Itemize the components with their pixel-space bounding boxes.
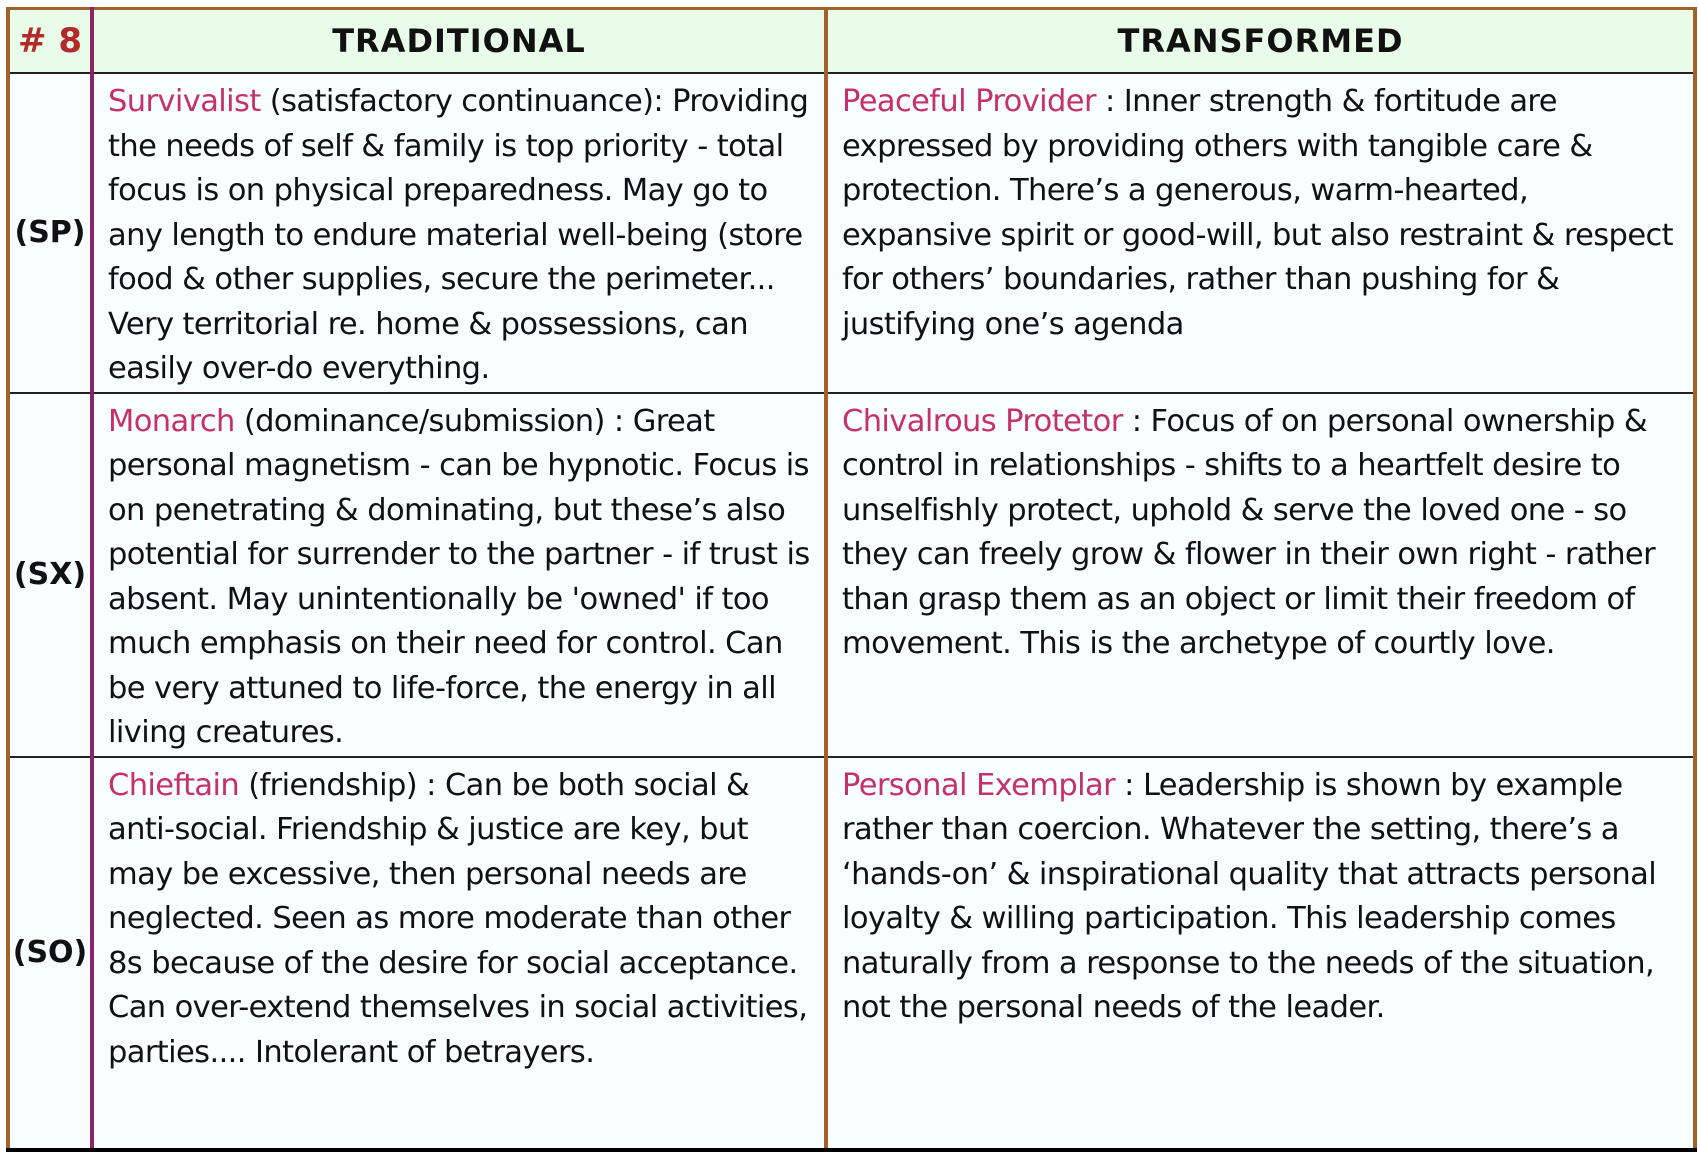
subtype-term: Chieftain: [108, 767, 240, 803]
subtype-term: Monarch: [108, 403, 235, 439]
description-text: : Inner strength & fortitude are expressed by providing others with tangible care & protection. There’s a generous, warm-hearted, expansive spirit or good-will, but also restraint & respect for others’ boundaries, rather than pushing for & justifying one’s agenda: [842, 84, 1674, 342]
table-row-sp: [8, 73, 1695, 393]
transformed-cell: [826, 73, 1695, 393]
type-number-cell: [8, 9, 92, 74]
transformed-cell: [826, 393, 1695, 757]
traditional-cell: [92, 393, 826, 757]
header-row: [8, 9, 1695, 74]
enneagram-type-8-table: [6, 7, 1697, 1152]
description-text: : Focus of on personal ownership & control in relationships - shifts to a heartfelt desire to unselfishly protect, uphold & serve the loved one - so they can freely grow & flower in their own right - rather than grasp them as an object or limit their freedom of movement. This is the archetype of courtly love.: [842, 403, 1656, 661]
traditional-description: [94, 758, 824, 1076]
row-label-so: (SO): [12, 935, 88, 971]
traditional-description: [94, 394, 824, 756]
subtype-term: Peaceful Provider: [842, 84, 1096, 119]
table-row-so: [8, 757, 1695, 1151]
traditional-header: TRADITIONAL: [332, 22, 586, 60]
row-label-cell: [8, 757, 92, 1151]
transformed-cell: [826, 757, 1695, 1151]
description-text: (friendship) : Can be both social & anti-social. Friendship & justice are key, but may be excessive, then personal needs are neglected. Seen as more moderate than other 8s because of the desire for social acceptance. Can over-extend themselves in social activities, parties.... Intolerant of betrayers.: [108, 767, 808, 1070]
transformed-description: [828, 758, 1693, 1031]
description-text: (dominance/submission) : Great personal magnetism - can be hypnotic. Focus is on penetrating & dominating, but these’s also potential for surrender to the partner - if trust is absent. May unintentionally be 'owned' if too much emphasis on their need for control. Can be very attuned to life-force, the energy in all living creatures.: [108, 403, 810, 750]
subtype-term: Chivalrous Protetor: [842, 403, 1123, 439]
subtype-term: Survivalist: [108, 84, 261, 119]
traditional-description: [94, 74, 824, 392]
transformed-header-cell: [826, 9, 1695, 74]
traditional-cell: [92, 757, 826, 1151]
type-number: # 8: [18, 21, 82, 61]
transformed-header: TRANSFORMED: [1117, 22, 1404, 60]
traditional-cell: [92, 73, 826, 393]
transformed-description: [828, 394, 1693, 667]
traditional-header-cell: [92, 9, 826, 74]
subtype-term: Personal Exemplar: [842, 767, 1116, 803]
row-label-sp: (SP): [14, 215, 86, 251]
table-row-sx: [8, 393, 1695, 757]
transformed-description: [828, 74, 1693, 347]
description-text: : Leadership is shown by example rather than coercion. Whatever the setting, there’s a ‘hands-on’ & inspirational quality that attracts personal loyalty & willing participation. This leadership comes naturally from a response to the needs of the situation, not the personal needs of the leader.: [842, 767, 1657, 1025]
row-label-cell: [8, 73, 92, 393]
row-label-cell: [8, 393, 92, 757]
description-text: (satisfactory continuance): Providing the needs of self & family is top priority - total focus is on physical preparedness. May go to any length to endure material well-being (store food & other supplies, secure the perimeter... Very territorial re. home & possessions, can easily over-do everything.: [108, 84, 809, 386]
row-label-sx: (SX): [13, 557, 87, 592]
